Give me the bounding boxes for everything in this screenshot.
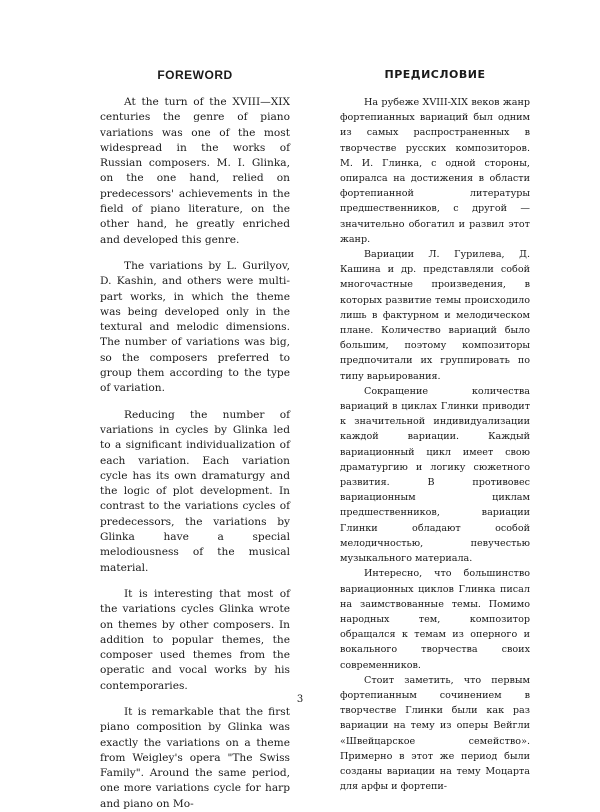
foreword-paragraph-5: It is remarkable that the first piano composition by Glinka was exactly the variations on a theme from Weigley's opera "The Swiss Family". Around the same period, one more variations cycle for harp and piano on Mo- (100, 705, 290, 810)
predislovie-paragraph-3: Сокращение количества вариаций в циклах Глинки приводит к значительной индивидуализации каждой вариации. Каждый вариационный цикл имеет свою драматургию и логику сюжетного развития. В противовес вариационным циклам предшественников, вариации Глинки обладают особой мелодичностью, певучестью музыкального материала. (340, 385, 530, 565)
foreword-paragraph-3: Reducing the number of variations in cycles by Glinka led to a significant individualization of each variation. Each variation cycle has its own dramaturgy and the logic of plot development. In contrast to the variations cycles of predecessors, the variations by Glinka have a special melodiousness of the musical material. (100, 408, 290, 574)
foreword-paragraph-1: At the turn of the XVIII—XIX centuries the genre of piano variations was one of the most widespread in the works of Russian composers. M. I. Glinka, on the one hand, relied on predecessors' achievements in the field of piano literature, on the other hand, he greatly enriched and developed this genre. (100, 96, 290, 246)
english-column (100, 65, 290, 812)
page-number: 3 (296, 694, 304, 705)
predislovie-paragraph-4: Интересно, что большинство вариационных циклов Глинка писал на заимствованные темы. Помимо народных тем, композитор обращался к темам из оперного и вокального творчества своих современников. (340, 568, 530, 671)
foreword-paragraph-4: It is interesting that most of the variations cycles Glinka wrote on themes by other composers. In addition to popular themes, the composer used themes from the operatic and vocal works by his contemporaries. (100, 587, 290, 692)
russian-column (340, 65, 530, 794)
foreword-paragraph-2: The variations by L. Gurilyov, D. Kashin, and others were multi-part works, in which the theme was being developed only in the textural and melodic dimensions. The number of variations was big, so the composers preferred to group them according to the type of variation. (100, 259, 290, 395)
predislovie-heading: ПРЕДИСЛОВИЕ (384, 68, 486, 81)
predislovie-paragraph-5: Стоит заметить, что первым фортепианным сочинением в творчестве Глинки были как раз вариации на тему из оперы Вейгли «Швейцарское семейство». Примерно в этот же период были созданы вариации на тему Моцарта для арфы и фортепи- (340, 674, 530, 793)
predislovie-paragraph-2: Вариации Л. Гурилева, Д. Кашина и др. представляли собой многочастные произведения, в которых развитие темы происходило лишь в фактурном и мелодическом плане. Количество вариаций было большим, поэтому композиторы предпочитали их группировать по типу варьирования. (340, 249, 530, 382)
predislovie-paragraph-1: На рубеже XVIII-XIX веков жанр фортепианных вариаций был одним из самых распространенных в творчестве русских композиторов. М. И. Глинка, с одной стороны, опиралса на достижения в области фортепианной литературы предшественников, с другой — значительно обогатил и развил этот жанр. (340, 97, 530, 245)
foreword-heading: FOREWORD (157, 68, 233, 82)
